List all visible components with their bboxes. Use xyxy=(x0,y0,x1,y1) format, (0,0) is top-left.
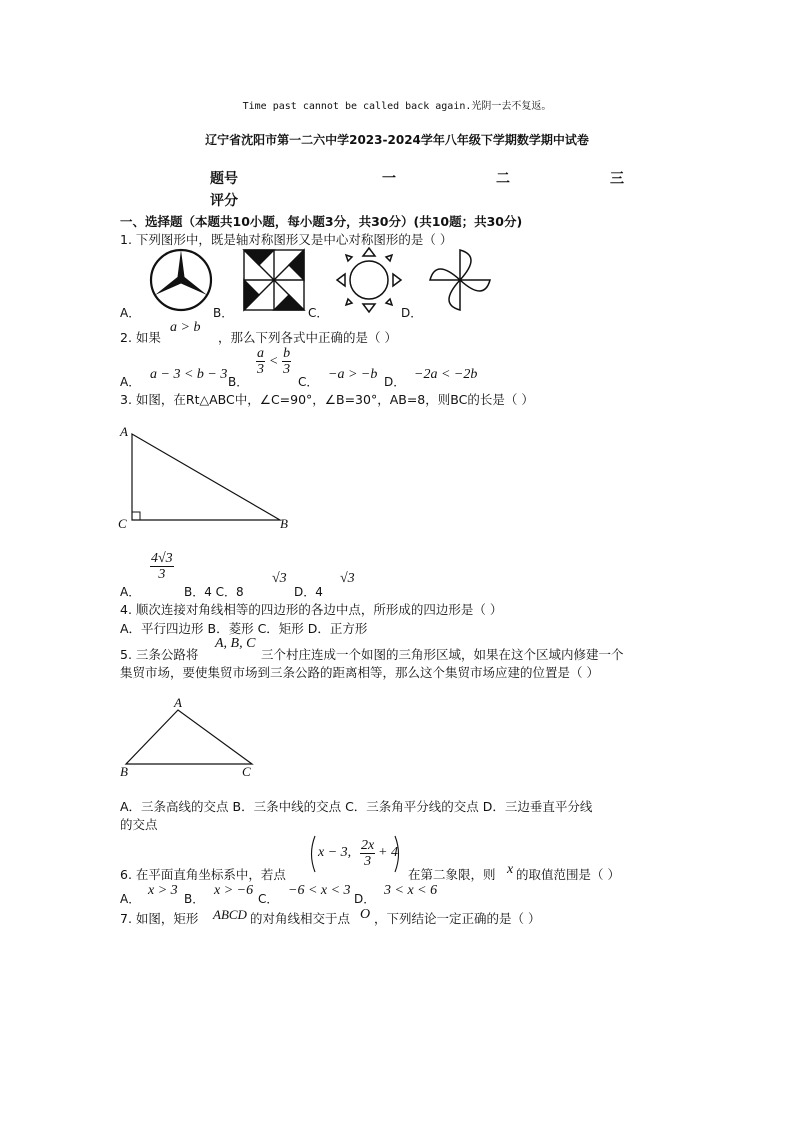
q6-point-suffix: + 4 xyxy=(378,845,398,860)
motto: Time past cannot be called back again.光阴一去不复返。 xyxy=(242,101,552,112)
q2-option-b-num-left: a xyxy=(257,346,264,361)
q3-option-a-label[interactable]: A． xyxy=(120,585,141,599)
q1-figure-b-pinwheel-icon xyxy=(244,250,304,310)
q7-point: O xyxy=(360,907,371,922)
q2-option-b-num-right: b xyxy=(283,346,291,361)
q2-option-b-den-left: 3 xyxy=(257,362,264,377)
q5-options-line1[interactable]: A．三条高线的交点 B．三条中线的交点 C．三条角平分线的交点 D．三边垂直平分线 xyxy=(120,799,593,814)
q5-vertex-b: B xyxy=(120,764,128,779)
q1-figure-a-star-icon xyxy=(151,250,211,310)
q3-options-b-c[interactable]: B．4 C．8 xyxy=(184,585,244,599)
q2-option-b-den-right: 3 xyxy=(283,362,291,377)
q3-vertex-a: A xyxy=(120,424,128,439)
q1-figure-d-windmill-icon xyxy=(430,250,490,310)
q5-stem-suffix: 三个村庄连成一个如图的三角形区域，如果在这个区域内修建一个 xyxy=(261,647,624,662)
q5-triangle-figure xyxy=(112,694,272,784)
q1-option-b-label[interactable]: B． xyxy=(213,306,234,320)
q3-option-d-root: √3 xyxy=(340,571,355,586)
q3-option-d-label[interactable]: D．4 xyxy=(294,585,323,599)
q4-stem: 4. 顺次连接对角线相等的四边形的各边中点，所形成的四边形是（ ） xyxy=(120,602,503,617)
score-table-col-2: 二 xyxy=(496,171,510,187)
q6-option-c-label[interactable]: C． xyxy=(258,892,279,906)
q2-option-d[interactable]: −2a < −2b xyxy=(414,367,478,382)
q2-option-a-label[interactable]: A． xyxy=(120,375,141,389)
q7-rect: ABCD xyxy=(213,907,247,922)
q5-vertex-a: A xyxy=(174,695,182,710)
q6-point-x: x − 3, xyxy=(318,845,352,860)
q3-vertex-b: B xyxy=(280,516,288,531)
q3-option-a-num: 4√3 xyxy=(151,551,173,566)
q7-stem-suffix: ，下列结论一定正确的是（ ） xyxy=(374,911,541,926)
q6-point-den: 3 xyxy=(364,854,372,869)
q6-point-num: 2x xyxy=(361,838,375,853)
score-table-score-label: 评分 xyxy=(210,193,238,209)
q2-condition: a > b xyxy=(170,320,201,335)
q5-stem-prefix: 5. 三条公路将 xyxy=(120,647,199,662)
q2-stem-suffix: ，那么下列各式中正确的是（ ） xyxy=(218,330,397,345)
q2-option-a[interactable]: a − 3 < b − 3 xyxy=(150,367,228,382)
q2-option-b[interactable] xyxy=(256,346,291,377)
q6-stem-suffix: 在第二象限，则 xyxy=(408,867,496,882)
q7-stem-mid: 的对角线相交于点 xyxy=(250,911,351,926)
q6-option-b[interactable]: x > −6 xyxy=(214,883,254,898)
q6-option-c[interactable]: −6 < x < 3 xyxy=(288,883,351,898)
q2-stem-prefix: 2. 如果 xyxy=(120,330,161,345)
q5-stem-line2: 集贸市场，要使集贸市场到三条公路的距离相等，那么这个集贸市场应建的位置是（ ） xyxy=(120,665,599,680)
q3-triangle-figure xyxy=(112,420,302,536)
q3-option-c-root: √3 xyxy=(272,571,287,586)
q3-option-a-den: 3 xyxy=(158,567,166,582)
q2-option-d-label[interactable]: D． xyxy=(384,375,406,389)
q6-option-b-label[interactable]: B． xyxy=(184,892,205,906)
score-table-col-1: 一 xyxy=(382,171,396,187)
q6-option-d-label[interactable]: D． xyxy=(354,892,376,906)
q4-options[interactable]: A．平行四边形 B．菱形 C．矩形 D．正方形 xyxy=(120,621,368,636)
q6-option-d[interactable]: 3 < x < 6 xyxy=(384,883,438,898)
q3-option-a[interactable] xyxy=(150,551,174,582)
exam-title: 辽宁省沈阳市第一二六中学2023-2024学年八年级下学期数学期中试卷 xyxy=(205,133,589,147)
q2-option-b-relation: < xyxy=(268,354,279,369)
q1-figure-c-sun-icon xyxy=(337,248,401,312)
q5-vertex-c: C xyxy=(242,764,251,779)
section-1-heading: 一、选择题（本题共10小题，每小题3分，共30分）(共10题；共30分) xyxy=(120,214,523,229)
q2-option-c[interactable]: −a > −b xyxy=(328,367,378,382)
q3-vertex-c: C xyxy=(118,516,127,531)
q6-option-a[interactable]: x > 3 xyxy=(148,883,178,898)
q6-stem-prefix: 6. 在平面直角坐标系中，若点 xyxy=(120,867,286,882)
q6-stem-end: 的取值范围是（ ） xyxy=(516,867,620,882)
q6-variable: x xyxy=(507,862,514,877)
q6-option-a-label[interactable]: A． xyxy=(120,892,141,906)
q7-stem-prefix: 7. 如图，矩形 xyxy=(120,911,199,926)
q5-options-line2[interactable]: 的交点 xyxy=(120,817,158,832)
q1-option-a-label[interactable]: A． xyxy=(120,306,141,320)
q1-option-c-label[interactable]: C． xyxy=(308,306,329,320)
q1-stem: 1. 下列图形中，既是轴对称图形又是中心对称图形的是（ ） xyxy=(120,232,453,247)
q5-villages: A, B, C xyxy=(215,636,256,651)
score-table-col-3: 三 xyxy=(610,171,624,187)
score-table-header-label: 题号 xyxy=(210,171,238,187)
q2-option-c-label[interactable]: C． xyxy=(298,375,319,389)
q3-stem: 3. 如图，在Rt△ABC中，∠C=90°，∠B=30°，AB=8，则BC的长是（ ） xyxy=(120,392,534,407)
q1-option-d-label[interactable]: D． xyxy=(401,306,423,320)
q2-option-b-label[interactable]: B． xyxy=(228,375,249,389)
